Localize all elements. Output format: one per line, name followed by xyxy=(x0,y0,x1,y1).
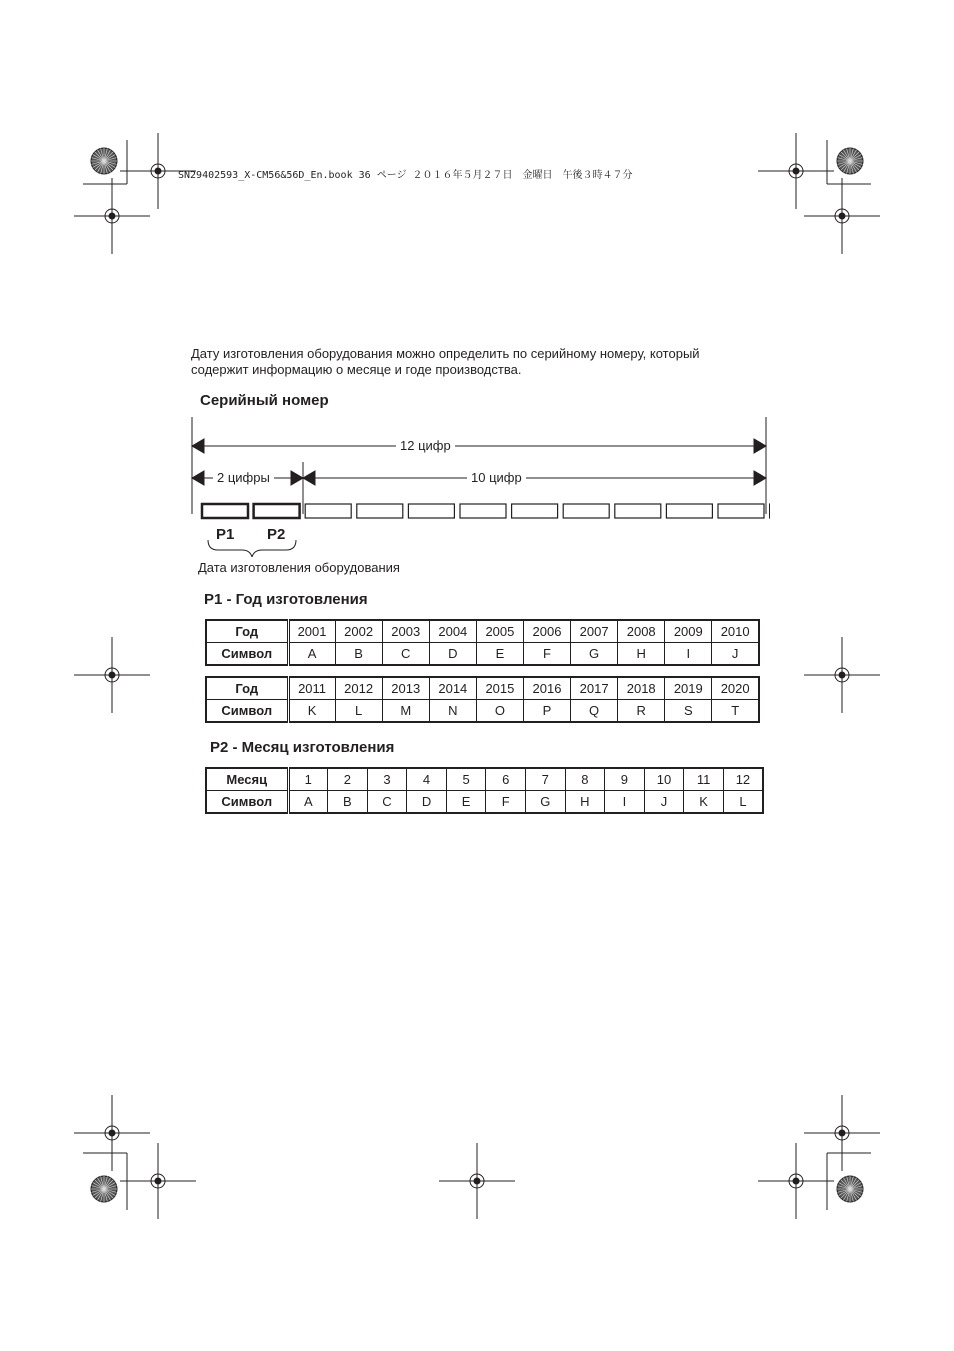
total-digits-label: 12 цифр xyxy=(396,438,455,453)
symbol-cell: K xyxy=(684,791,724,814)
p2-heading: P2 - Месяц изготовления xyxy=(210,739,395,756)
digit-box xyxy=(718,504,764,518)
symbol-cell: F xyxy=(486,791,526,814)
value-cell: 7 xyxy=(525,768,565,791)
symbol-cell: P xyxy=(523,700,570,723)
digit-box xyxy=(460,504,506,518)
registration-dot xyxy=(839,1130,845,1136)
table-row xyxy=(206,643,759,666)
table-row xyxy=(206,620,759,643)
row-header-label: Год xyxy=(206,620,288,643)
table-row xyxy=(206,768,763,791)
value-cell: 4 xyxy=(407,768,447,791)
registration-dot xyxy=(793,1178,799,1184)
value-cell: 2005 xyxy=(476,620,523,643)
symbol-cell: S xyxy=(665,700,712,723)
symbol-cell: O xyxy=(476,700,523,723)
value-cell: 2007 xyxy=(571,620,618,643)
total-arrow-right-head xyxy=(754,439,766,453)
symbol-header-label: Символ xyxy=(206,791,288,814)
value-cell: 2016 xyxy=(523,677,570,700)
symbol-header-label: Символ xyxy=(206,700,288,723)
value-cell: 2003 xyxy=(382,620,429,643)
registration-dot xyxy=(155,168,161,174)
value-cell: 2013 xyxy=(382,677,429,700)
symbol-cell: A xyxy=(288,643,335,666)
symbol-cell: F xyxy=(523,643,570,666)
symbol-cell: A xyxy=(288,791,328,814)
registration-dot xyxy=(793,168,799,174)
symbol-cell: J xyxy=(644,791,684,814)
symbol-cell: D xyxy=(407,791,447,814)
symbol-cell: I xyxy=(665,643,712,666)
digit-box xyxy=(615,504,661,518)
registration-dot xyxy=(109,213,115,219)
symbol-cell: C xyxy=(382,643,429,666)
value-cell: 2010 xyxy=(712,620,759,643)
left-arrow-right-head xyxy=(291,471,303,485)
symbol-cell: I xyxy=(605,791,645,814)
digit-box xyxy=(512,504,558,518)
value-cell: 2020 xyxy=(712,677,759,700)
table-row xyxy=(206,791,763,814)
value-cell: 3 xyxy=(367,768,407,791)
right-arrow-left-head xyxy=(303,471,315,485)
registration-dot xyxy=(474,1178,480,1184)
right-digits-label: 10 цифр xyxy=(467,470,526,485)
symbol-cell: H xyxy=(565,791,605,814)
registration-dot xyxy=(839,213,845,219)
value-cell: 2004 xyxy=(429,620,476,643)
symbol-cell: E xyxy=(476,643,523,666)
value-cell: 2011 xyxy=(288,677,335,700)
right-arrow-right-head xyxy=(754,471,766,485)
value-cell: 2018 xyxy=(618,677,665,700)
digit-box xyxy=(666,504,712,518)
symbol-cell: H xyxy=(618,643,665,666)
total-arrow-left-head xyxy=(192,439,204,453)
symbol-cell: B xyxy=(328,791,368,814)
row-header-label: Месяц xyxy=(206,768,288,791)
value-cell: 10 xyxy=(644,768,684,791)
p2-label: P2 xyxy=(267,526,286,543)
symbol-cell: G xyxy=(525,791,565,814)
value-cell: 2006 xyxy=(523,620,570,643)
value-cell: 2014 xyxy=(429,677,476,700)
value-cell: 1 xyxy=(288,768,328,791)
registration-dot xyxy=(109,672,115,678)
symbol-header-label: Символ xyxy=(206,643,288,666)
digit-box xyxy=(563,504,609,518)
value-cell: 2012 xyxy=(335,677,382,700)
value-cell: 5 xyxy=(446,768,486,791)
digit-box xyxy=(254,504,300,518)
value-cell: 6 xyxy=(486,768,526,791)
value-cell: 2017 xyxy=(571,677,618,700)
registration-dot xyxy=(109,1130,115,1136)
value-cell: 8 xyxy=(565,768,605,791)
serial-number-heading: Серийный номер xyxy=(200,392,329,409)
value-cell: 2008 xyxy=(618,620,665,643)
value-cell: 11 xyxy=(684,768,724,791)
symbol-cell: L xyxy=(723,791,763,814)
table-row xyxy=(206,677,759,700)
digit-box xyxy=(357,504,403,518)
year-table-2 xyxy=(205,676,760,723)
value-cell: 2019 xyxy=(665,677,712,700)
symbol-cell: N xyxy=(429,700,476,723)
print-header: SN29402593_X-CM56&56D_En.book 36 ページ ２０１６年５月２７日 金曜日 午後３時４７分 xyxy=(178,170,633,181)
left-digits-label: 2 цифры xyxy=(213,470,274,485)
symbol-cell: G xyxy=(571,643,618,666)
value-cell: 9 xyxy=(605,768,645,791)
symbol-cell: L xyxy=(335,700,382,723)
value-cell: 2001 xyxy=(288,620,335,643)
registration-dot xyxy=(155,1178,161,1184)
digit-box xyxy=(305,504,351,518)
value-cell: 2015 xyxy=(476,677,523,700)
symbol-cell: T xyxy=(712,700,759,723)
value-cell: 2 xyxy=(328,768,368,791)
digit-box xyxy=(202,504,248,518)
p1-label: P1 xyxy=(216,526,235,543)
symbol-cell: B xyxy=(335,643,382,666)
year-table-1 xyxy=(205,619,760,666)
value-cell: 2009 xyxy=(665,620,712,643)
intro-paragraph: Дату изготовления оборудования можно определить по серийному номеру, который содержит информацию о месяце и годе производства. xyxy=(191,346,700,377)
month-table xyxy=(205,767,764,814)
symbol-cell: J xyxy=(712,643,759,666)
row-header-label: Год xyxy=(206,677,288,700)
symbol-cell: C xyxy=(367,791,407,814)
p1-heading: P1 - Год изготовления xyxy=(204,591,368,608)
value-cell: 12 xyxy=(723,768,763,791)
registration-dot xyxy=(839,672,845,678)
symbol-cell: E xyxy=(446,791,486,814)
symbol-cell: M xyxy=(382,700,429,723)
symbol-cell: K xyxy=(288,700,335,723)
table-row xyxy=(206,700,759,723)
symbol-cell: Q xyxy=(571,700,618,723)
date-caption: Дата изготовления оборудования xyxy=(198,560,400,575)
left-arrow-left-head xyxy=(192,471,204,485)
symbol-cell: R xyxy=(618,700,665,723)
digit-box xyxy=(408,504,454,518)
symbol-cell: D xyxy=(429,643,476,666)
value-cell: 2002 xyxy=(335,620,382,643)
